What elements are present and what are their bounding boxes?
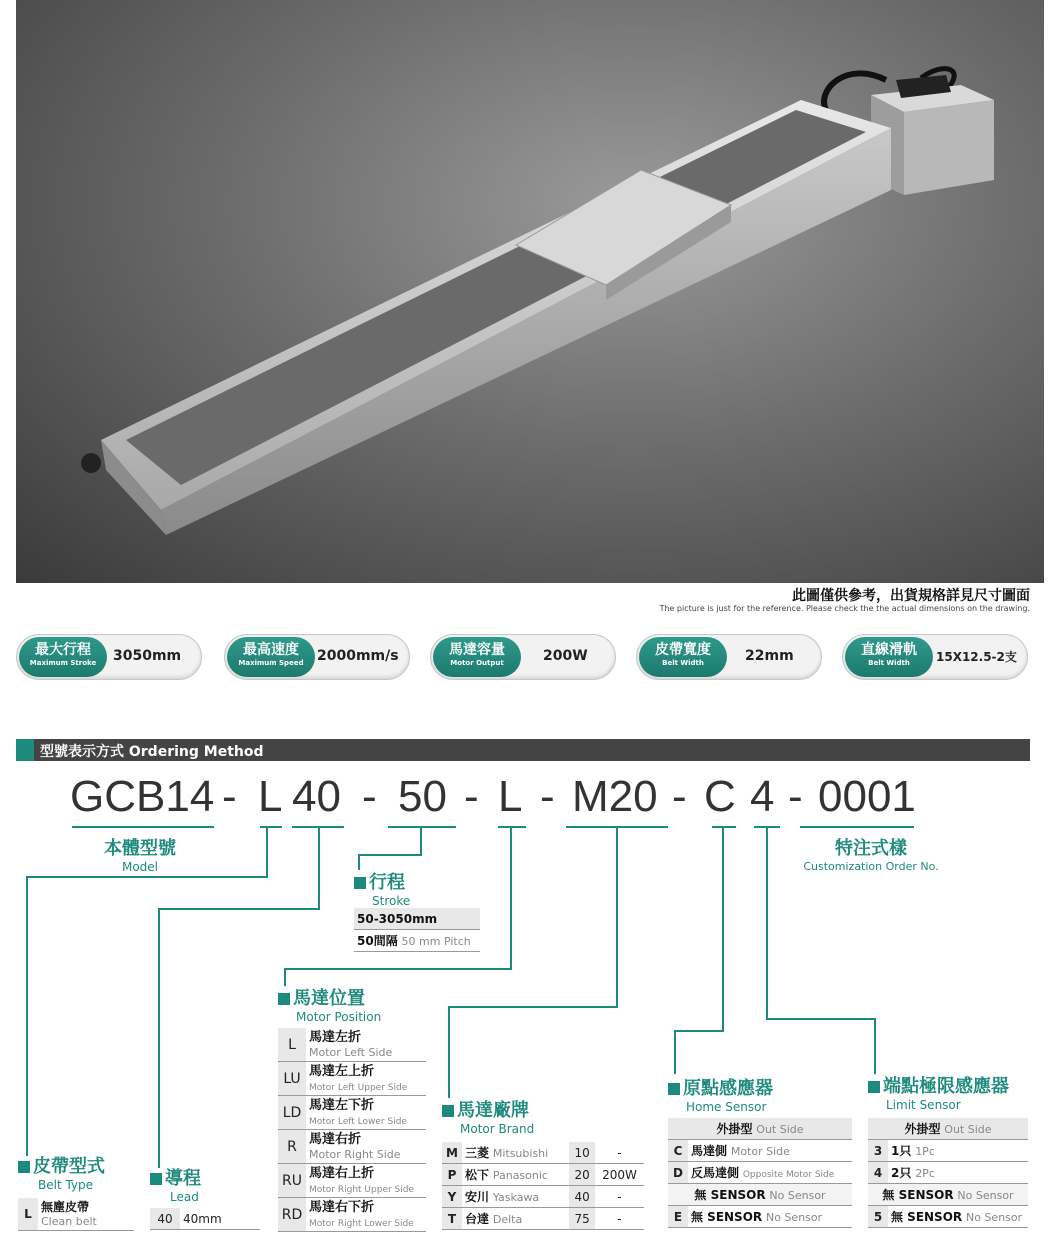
section-header-bar — [16, 739, 1030, 761]
model-label — [100, 834, 180, 874]
home-sensor-table — [668, 1118, 852, 1228]
custom-label-en: Customization Order No. — [803, 860, 939, 873]
table-row — [278, 1096, 426, 1130]
mb-zh: 松下 — [465, 1168, 490, 1182]
code-custom-no: 0001 — [818, 772, 916, 821]
connector-limit — [766, 826, 768, 1020]
lead-subtitle: Lead — [170, 1190, 199, 1204]
connector-limit — [766, 1018, 876, 1020]
stroke-range: 50-3050mm — [354, 908, 480, 930]
custom-label — [796, 834, 946, 873]
table-row — [868, 1118, 1028, 1140]
mp-zh: 馬達左下折 — [309, 1098, 375, 1113]
mb-en: Yaskawa — [492, 1191, 540, 1204]
connector-motor-pos — [510, 826, 512, 970]
code-dash: - — [788, 772, 803, 821]
mb-num: 10 — [569, 1142, 595, 1164]
motor-brand-table — [442, 1142, 644, 1230]
mb-zh: 三菱 — [465, 1146, 490, 1160]
mb-code: M — [442, 1142, 462, 1164]
limit-sensor-title: 端點極限感應器 — [883, 1076, 1009, 1097]
spec-label: 最大行程 Maximum Stroke — [19, 637, 107, 677]
model-label-zh: 本體型號 — [104, 838, 176, 859]
belt-item-en: Clean belt — [41, 1214, 97, 1228]
connector-belt — [26, 876, 268, 878]
hs-en: No Sensor — [765, 1211, 823, 1224]
model-label-en: Model — [121, 860, 159, 874]
belt-type-subtitle: Belt Type — [38, 1178, 94, 1192]
ls-code: 3 — [868, 1140, 888, 1162]
square-marker-icon — [354, 877, 366, 889]
table-row — [668, 1118, 852, 1140]
spec-label: 最高速度 Maximum Speed — [227, 637, 315, 677]
mb-watt: - — [595, 1208, 644, 1230]
spec-label: 馬達容量 Motor Output — [433, 637, 521, 677]
spec-value: 3050mm — [113, 648, 182, 664]
square-marker-icon — [150, 1173, 162, 1185]
mb-en: Delta — [492, 1213, 523, 1226]
linear-actuator-illustration — [16, 0, 1044, 583]
table-row — [868, 1140, 1028, 1162]
square-marker-icon — [18, 1161, 30, 1173]
spec-value: 200W — [543, 648, 588, 664]
lead-block — [150, 1164, 201, 1204]
stroke-block — [354, 868, 410, 908]
lead-code: 40 — [150, 1208, 180, 1230]
table-row — [18, 1198, 134, 1231]
square-marker-icon — [278, 993, 290, 1005]
stroke-table — [354, 908, 480, 952]
mp-zh: 馬達左上折 — [309, 1064, 375, 1079]
mp-zh: 馬達右下折 — [309, 1200, 375, 1215]
connector-stroke — [420, 826, 422, 856]
square-marker-icon — [442, 1105, 454, 1117]
ls-en: 1Pc — [915, 1145, 935, 1158]
ls-zh: 無 SENSOR — [882, 1188, 954, 1202]
underline-stroke — [388, 826, 456, 828]
table-row — [668, 1162, 852, 1184]
spec-pill-linear-guide — [842, 634, 1028, 680]
mb-code: Y — [442, 1186, 462, 1208]
lead-table — [150, 1208, 260, 1230]
code-dash: - — [672, 772, 687, 821]
mp-code: LD — [278, 1096, 306, 1130]
stroke-pitch-zh: 50間隔 — [357, 934, 398, 948]
code-motor-brand: M20 — [572, 772, 658, 821]
limit-head-en: Out Side — [944, 1123, 992, 1136]
connector-home — [674, 1030, 676, 1074]
mp-zh: 馬達左折 — [309, 1030, 362, 1045]
hs-code: E — [668, 1206, 688, 1228]
table-row — [668, 1140, 852, 1162]
code-dash: - — [540, 772, 555, 821]
square-marker-icon — [868, 1081, 880, 1093]
connector-lead — [318, 826, 320, 910]
ls-code: 5 — [868, 1206, 888, 1228]
connector-stroke — [358, 854, 422, 856]
hs-en: Motor Side — [730, 1145, 790, 1158]
motor-position-title: 馬達位置 — [293, 988, 365, 1009]
code-stroke: 50 — [398, 772, 447, 821]
code-dash: - — [222, 772, 237, 821]
disclaimer-en: The picture is just for the reference. Please check the the actual dimensions on the drawing. — [659, 604, 1030, 613]
limit-sensor-subtitle: Limit Sensor — [886, 1098, 961, 1112]
section-title: 型號表示方式 Ordering Method — [40, 744, 264, 760]
stroke-pitch-en: 50 mm Pitch — [401, 935, 471, 948]
connector-lead — [158, 908, 320, 910]
hs-zh: 反馬達側 — [691, 1166, 740, 1180]
motor-position-block — [278, 984, 381, 1024]
underline-motor-pos — [498, 826, 526, 828]
home-sensor-subtitle: Home Sensor — [686, 1100, 767, 1114]
belt-type-block — [18, 1152, 105, 1192]
hs-code: C — [668, 1140, 688, 1162]
mb-watt: - — [595, 1186, 644, 1208]
home-head-zh: 外掛型 — [716, 1122, 753, 1136]
hs-zh: 馬達側 — [691, 1144, 728, 1158]
mb-zh: 安川 — [465, 1190, 490, 1204]
underline-custom — [800, 826, 914, 828]
table-row — [278, 1164, 426, 1198]
belt-code: L — [18, 1198, 38, 1231]
hs-en: No Sensor — [769, 1189, 826, 1202]
mp-code: LU — [278, 1062, 306, 1096]
table-row — [442, 1164, 644, 1186]
motor-position-subtitle: Motor Position — [296, 1010, 382, 1024]
home-sensor-title: 原點感應器 — [683, 1078, 773, 1099]
mb-num: 40 — [569, 1186, 595, 1208]
code-dash: - — [362, 772, 377, 821]
code-dash: - — [464, 772, 479, 821]
ls-en: 2Pc — [915, 1167, 935, 1180]
stroke-subtitle: Stroke — [372, 894, 411, 908]
mp-zh: 馬達右折 — [309, 1132, 362, 1147]
spec-pill-max-stroke — [16, 634, 202, 680]
hs-zh: 無 SENSOR — [691, 1210, 763, 1224]
hs-en: Opposite Motor Side — [742, 1170, 835, 1180]
spec-label: 直線滑軌 Belt Width — [845, 637, 933, 677]
mb-en: Mitsubishi — [492, 1147, 549, 1160]
table-row — [442, 1142, 644, 1164]
table-row — [442, 1208, 644, 1230]
table-row — [278, 1028, 426, 1062]
mp-en: Motor Right Lower Side — [309, 1219, 414, 1229]
disclaimer-zh: 此圖僅供參考，出貨規格詳見尺寸圖面 — [792, 588, 1030, 604]
code-limit-sensor: 4 — [750, 772, 775, 821]
mp-en: Motor Left Side — [309, 1046, 393, 1059]
limit-sensor-block — [868, 1072, 1009, 1112]
home-head-en: Out Side — [756, 1123, 804, 1136]
table-row — [668, 1206, 852, 1228]
motor-brand-title: 馬達廠牌 — [457, 1100, 529, 1121]
connector-belt — [266, 826, 268, 878]
connector-motor-brand — [448, 1006, 618, 1008]
spec-value: 22mm — [745, 648, 794, 664]
hs-zh: 無 SENSOR — [694, 1188, 766, 1202]
motor-brand-subtitle: Motor Brand — [460, 1122, 535, 1136]
ls-en: No Sensor — [957, 1189, 1014, 1202]
custom-label-zh: 特注式樣 — [835, 838, 907, 859]
connector-belt — [26, 876, 28, 1156]
mp-code: RU — [278, 1164, 306, 1198]
spec-value: 15X12.5-2支 — [936, 650, 1017, 664]
table-row — [668, 1184, 852, 1206]
mp-code: R — [278, 1130, 306, 1164]
spec-value: 2000mm/s — [317, 648, 399, 664]
section-accent — [16, 739, 34, 761]
connector-home — [674, 1030, 724, 1032]
mp-en: Motor Right Side — [309, 1148, 401, 1161]
mp-zh: 馬達右上折 — [309, 1166, 375, 1181]
table-row — [150, 1208, 260, 1230]
connector-home — [722, 826, 724, 1032]
underline-belt — [260, 826, 282, 828]
mb-zh: 台達 — [465, 1212, 490, 1226]
code-belt-type: L — [258, 772, 283, 821]
table-row — [442, 1186, 644, 1208]
mp-en: Motor Left Lower Side — [309, 1117, 407, 1127]
mp-en: Motor Left Upper Side — [309, 1083, 408, 1093]
underline-home — [712, 826, 736, 828]
connector-motor-brand — [616, 826, 618, 1008]
spec-pill-belt-width — [636, 634, 822, 680]
belt-type-table — [18, 1198, 134, 1231]
belt-item-zh: 無塵皮帶 — [41, 1199, 90, 1214]
table-row — [868, 1162, 1028, 1184]
connector-motor-brand — [448, 1006, 450, 1098]
mb-en: Panasonic — [492, 1169, 548, 1182]
square-marker-icon — [668, 1083, 680, 1095]
mb-code: T — [442, 1208, 462, 1230]
motor-brand-block — [442, 1096, 534, 1136]
mp-code: RD — [278, 1198, 306, 1232]
table-row — [278, 1130, 426, 1164]
lead-title: 導程 — [165, 1168, 201, 1189]
stroke-title: 行程 — [369, 872, 405, 893]
table-row — [868, 1206, 1028, 1228]
code-motor-position: L — [498, 772, 523, 821]
spec-pill-motor-output — [430, 634, 616, 680]
limit-head-zh: 外掛型 — [904, 1122, 941, 1136]
ls-code: 4 — [868, 1162, 888, 1184]
motor-position-table — [278, 1028, 426, 1232]
table-row — [278, 1062, 426, 1096]
connector-limit — [874, 1018, 876, 1074]
mp-en: Motor Right Upper Side — [309, 1185, 415, 1195]
code-model: GCB14 — [70, 772, 215, 821]
mb-num: 75 — [569, 1208, 595, 1230]
ls-zh: 無 SENSOR — [891, 1210, 963, 1224]
connector-lead — [158, 908, 160, 1168]
home-sensor-block — [668, 1074, 773, 1114]
lead-value: 40mm — [180, 1208, 260, 1230]
ls-zh: 2只 — [891, 1166, 912, 1180]
code-home-sensor: C — [704, 772, 736, 821]
underline-model — [72, 826, 214, 828]
mb-watt: - — [595, 1142, 644, 1164]
table-row — [868, 1184, 1028, 1206]
belt-type-title: 皮帶型式 — [33, 1156, 105, 1177]
mb-watt: 200W — [595, 1164, 644, 1186]
hs-code: D — [668, 1162, 688, 1184]
product-photo — [16, 0, 1044, 583]
ls-zh: 1只 — [891, 1144, 912, 1158]
spec-pill-max-speed — [224, 634, 410, 680]
mb-code: P — [442, 1164, 462, 1186]
table-row — [278, 1198, 426, 1232]
limit-sensor-table — [868, 1118, 1028, 1228]
mp-code: L — [278, 1028, 306, 1062]
mb-num: 20 — [569, 1164, 595, 1186]
code-lead: 40 — [292, 772, 341, 821]
ls-en: No Sensor — [965, 1211, 1023, 1224]
spec-label: 皮帶寬度 Belt Width — [639, 637, 727, 677]
connector-motor-pos — [284, 968, 512, 970]
